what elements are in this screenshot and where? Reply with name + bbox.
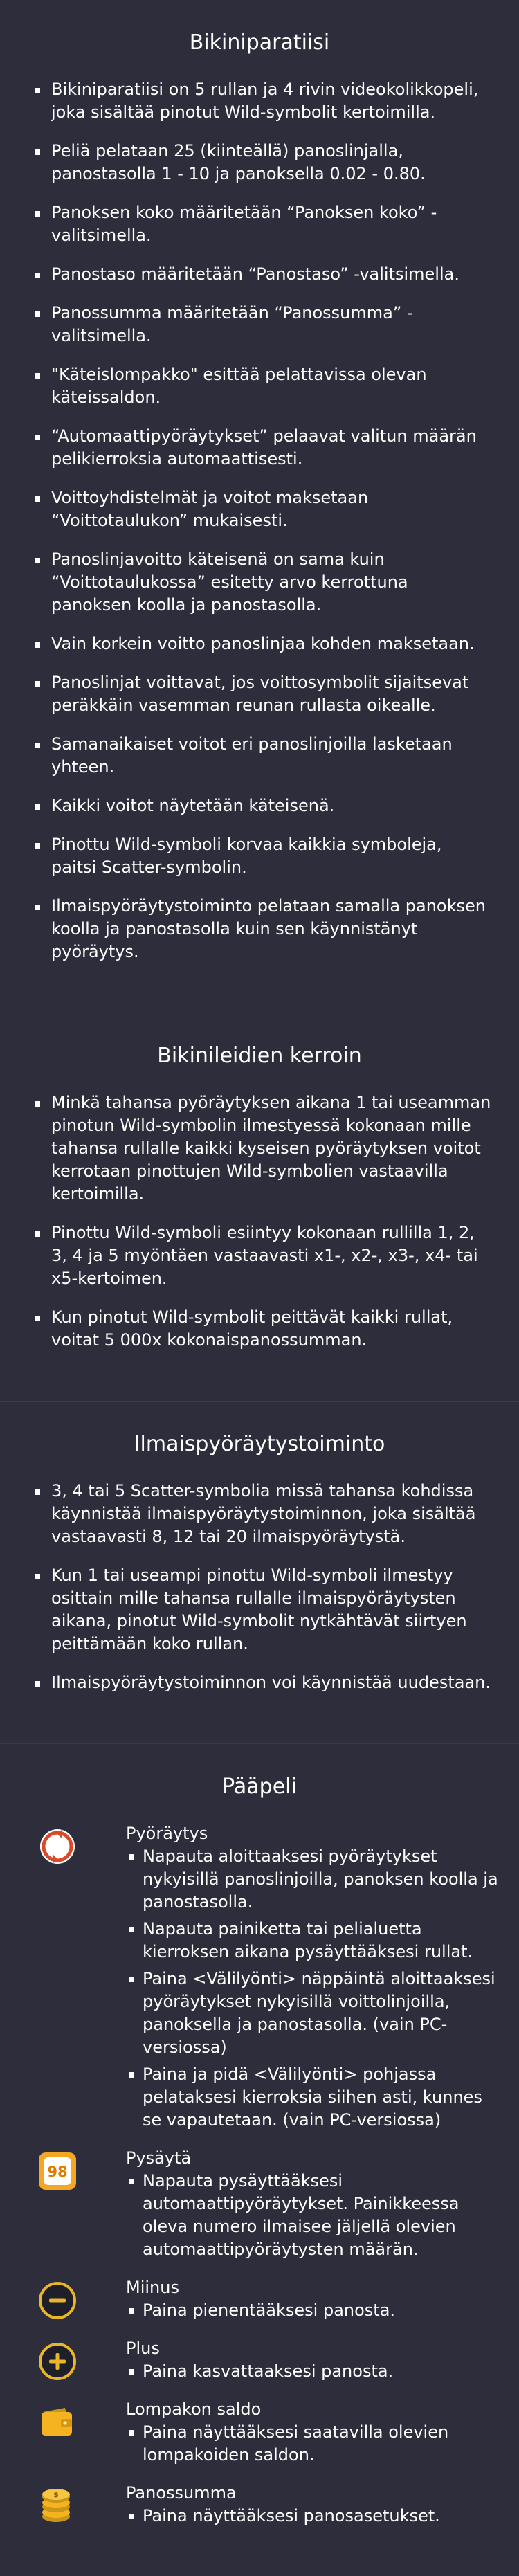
control-title: Lompakon saldo [126, 2400, 262, 2419]
control-title: Pyöräytys [126, 1824, 208, 1843]
list-item: Paina näyttääksesi panosasetukset. [126, 2505, 498, 2528]
section-main-game [0, 1744, 519, 2576]
section-multiplier [0, 1013, 519, 1402]
section-title: Pääpeli [222, 1775, 297, 1799]
svg-text:$: $ [53, 2490, 59, 2499]
control-stop [35, 2147, 498, 2261]
rules-list [0, 78, 519, 963]
list-item: “Automaattipyöräytykset” pelaavat valitun määrän pelikierroksia automaattisesti. [35, 425, 491, 471]
list-item: Peliä pelataan 25 (kiinteällä) panoslinjalla, panostasolla 1 - 10 ja panoksella 0.02 - 0.80. [35, 140, 491, 185]
control-minus [35, 2276, 498, 2322]
section-title: Bikinileidien kerroin [157, 1044, 362, 1068]
section-title: Bikiniparatiisi [189, 30, 330, 55]
control-title: Plus [126, 2339, 160, 2358]
section-free-spins [0, 1402, 519, 1744]
list-item: Pinottu Wild-symboli korvaa kaikkia symboleja, paitsi Scatter-symbolin. [35, 833, 491, 879]
list-item: "Käteislompakko" esittää pelattavissa olevan käteissaldon. [35, 363, 491, 409]
list-item: Paina <Välilyönti> näppäintä aloittaaksesi pyöräytykset nykyisillä voittolinjoilla, panoksella ja panostasolla. (vain PC-versiossa) [126, 1968, 498, 2059]
list-item: Panossumma määritetään “Panossumma” -valitsimella. [35, 302, 491, 347]
control-title: Panossumma [126, 2483, 237, 2503]
controls-list [0, 1822, 519, 2528]
control-title: Pysäytä [126, 2148, 192, 2168]
list-item: Ilmaispyöräytystoiminnon voi käynnistää uudestaan. [35, 1671, 491, 1694]
list-item: Panoksen koko määritetään “Panoksen koko” -valitsimella. [35, 201, 491, 247]
list-item: Kun pinotut Wild-symbolit peittävät kaikki rullat, voitat 5 000x kokonaispanossumman. [35, 1306, 491, 1352]
list-item: Kaikki voitot näytetään käteisenä. [35, 795, 491, 817]
control-wallet [35, 2398, 498, 2467]
section-bikiniparatiisi [0, 0, 519, 1013]
rules-list [0, 1091, 519, 1352]
list-item: Pinottu Wild-symboli esiintyy kokonaan rullilla 1, 2, 3, 4 ja 5 myöntäen vastaavasti x1-, x2-, x3-, x4- tai x5-kertoimen. [35, 1222, 491, 1290]
plus-icon [37, 2341, 78, 2382]
list-item: Paina ja pidä <Välilyönti> pohjassa pelataksesi kierroksia siihen asti, kunnes se vapautetaan. (vain PC-versiossa) [126, 2063, 498, 2132]
autospin-stop-icon [37, 2151, 78, 2191]
list-item: 3, 4 tai 5 Scatter-symbolia missä tahansa kohdissa käynnistää ilmaispyöräytystoiminnon, joka sisältää vastaavasti 8, 12 tai 20 ilmaispyöräytystä. [35, 1480, 491, 1548]
control-plus [35, 2337, 498, 2383]
control-spin [35, 1822, 498, 2132]
list-item: Paina kasvattaaksesi panosta. [126, 2360, 498, 2383]
list-item: Ilmaispyöräytystoiminto pelataan samalla panoksen koolla ja panostasolla kuin sen käynnistänyt pyöräytys. [35, 895, 491, 963]
list-item: Minkä tahansa pyöräytyksen aikana 1 tai useamman pinotun Wild-symbolin ilmestyessä kokonaan mille tahansa rullalle kaikki kyseisen pyöräytyksen voitot kerrotaan pinottujen Wild-symbolien vastaavilla kertoimilla. [35, 1091, 491, 1206]
list-item: Napauta painiketta tai pelialuetta kierroksen aikana pysäyttääksesi rullat. [126, 1918, 498, 1963]
rules-list [0, 1480, 519, 1694]
list-item: Panostaso määritetään “Panostaso” -valitsimella. [35, 263, 491, 286]
list-item: Napauta pysäyttääksesi automaattipyöräytykset. Painikkeessa oleva numero ilmaisee jäljellä olevien automaattipyöräytysten määrän. [126, 2170, 498, 2261]
list-item: Panoslinjavoitto käteisenä on sama kuin “Voittotaulukossa” esitetty arvo kerrottuna panoksen koolla ja panostasolla. [35, 548, 491, 617]
list-item: Napauta aloittaaksesi pyöräytykset nykyisillä panoslinjoilla, panoksen koolla ja panostasolla. [126, 1845, 498, 1914]
minus-icon [37, 2280, 78, 2321]
list-item: Voittoyhdistelmät ja voitot maksetaan “Voittotaulukon” mukaisesti. [35, 487, 491, 532]
control-total-bet [35, 2482, 498, 2528]
spin-icon [37, 1826, 78, 1867]
list-item: Paina pienentääksesi panosta. [126, 2299, 498, 2322]
list-item: Vain korkein voitto panoslinjaa kohden maksetaan. [35, 633, 491, 655]
list-item: Paina näyttääksesi saatavilla olevien lompakoiden saldon. [126, 2421, 498, 2467]
wallet-icon [37, 2402, 78, 2442]
list-item: Samanaikaiset voitot eri panoslinjoilla lasketaan yhteen. [35, 733, 491, 779]
list-item: Panoslinjat voittavat, jos voittosymbolit sijaitsevat peräkkäin vasemman reunan rullasta oikealle. [35, 671, 491, 717]
autospin-count: 98 [47, 2164, 68, 2180]
control-title: Miinus [126, 2278, 179, 2297]
section-title: Ilmaispyöräytystoiminto [134, 1432, 385, 1456]
list-item: Kun 1 tai useampi pinottu Wild-symboli ilmestyy osittain mille tahansa rullalle ilmaispyöräytysten aikana, pinotut Wild-symbolit nytkähtävät siirtyen peittämään koko rullan. [35, 1564, 491, 1656]
coins-icon [37, 2486, 78, 2526]
list-item: Bikiniparatiisi on 5 rullan ja 4 rivin videokolikkopeli, joka sisältää pinotut Wild-symbolit kertoimilla. [35, 78, 491, 124]
